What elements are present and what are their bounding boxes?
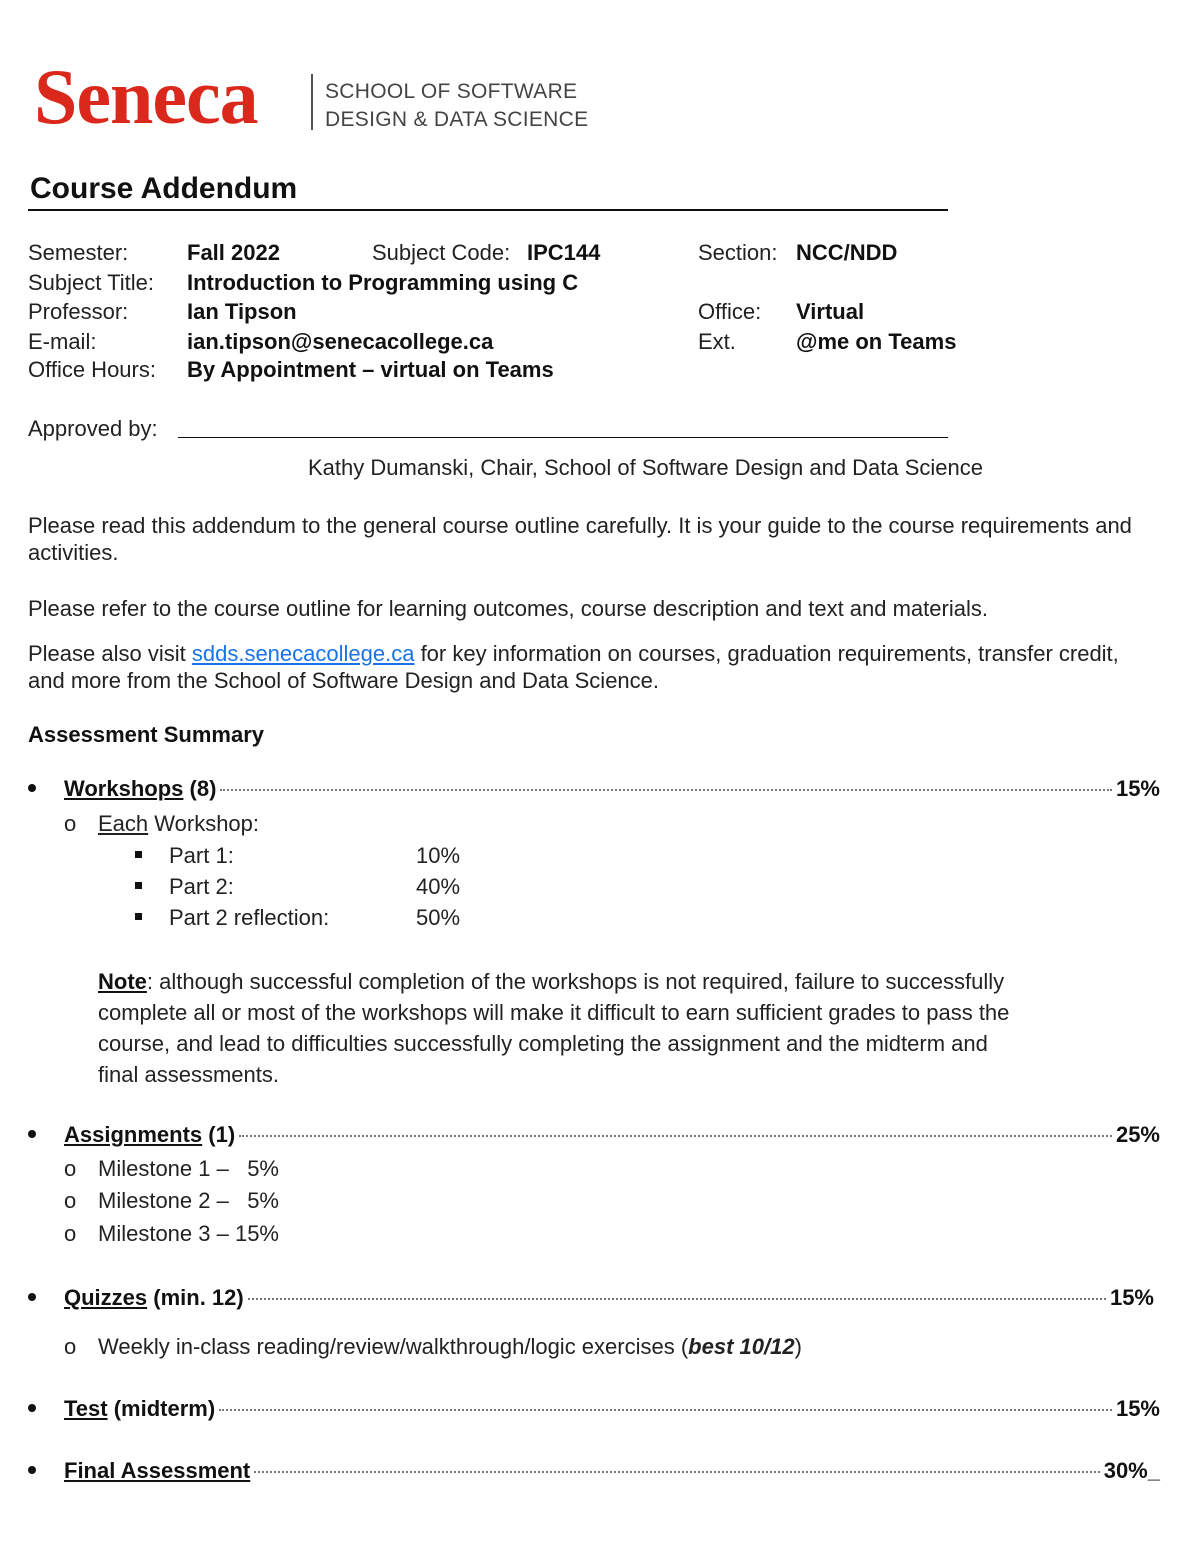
visit-text-after: for key information on courses, graduation requirements, transfer credit, and more from the School of Software Design and Data Science. (28, 641, 1119, 693)
each-rest: Workshop: (148, 811, 260, 836)
seneca-logo: Seneca (34, 53, 258, 140)
assignments-count: (1) (202, 1122, 236, 1147)
part-label: Part 1: (169, 843, 234, 868)
leader-dots (248, 1298, 1106, 1300)
assignments-item (28, 1122, 1160, 1152)
bullet-icon (28, 1130, 36, 1138)
quizzes-desc-before: Weekly in-class reading/review/walkthrough/logic exercises ( (98, 1334, 689, 1359)
final-percent: 30%_ (1103, 1458, 1160, 1483)
part-value: 10% (416, 843, 461, 868)
milestone-text: Milestone 3 – 15% (98, 1221, 279, 1246)
office-hours-label: Office Hours: (28, 357, 156, 382)
bullet-icon (28, 1293, 36, 1301)
office-hours-value: By Appointment – virtual on Teams (187, 357, 554, 382)
email-label: E-mail: (28, 329, 97, 354)
leader-dots (219, 1409, 1112, 1411)
note-line4: final assessments. (98, 1062, 279, 1087)
professor-value: Ian Tipson (187, 299, 297, 324)
quizzes-desc-bold: best 10/12 (688, 1334, 795, 1359)
quizzes-item (28, 1285, 1154, 1315)
note-label: Note (98, 969, 147, 994)
school-name (325, 78, 588, 134)
intro-paragraph: Please read this addendum to the general course outline carefully. It is your guide to the course requirements and activities. (28, 513, 1132, 565)
title-underline (28, 209, 948, 211)
logo-divider (311, 74, 313, 130)
workshops-percent: 15% (1115, 776, 1160, 801)
visit-text-before: Please also visit (28, 641, 192, 666)
leader-dots (239, 1135, 1112, 1137)
assignments-name: Assignments (64, 1122, 203, 1147)
school-name-line2: DESIGN & DATA SCIENCE (325, 108, 589, 131)
quizzes-label (64, 1285, 244, 1311)
workshops-name: Workshops (64, 776, 184, 801)
test-count: (midterm) (107, 1396, 216, 1421)
square-bullet-icon (135, 851, 142, 858)
subject-code-label: Subject Code: (372, 240, 511, 265)
note-line2: complete all or most of the workshops will make it difficult to earn sufficient grades to pass the (98, 1000, 1010, 1025)
bullet-icon (28, 784, 36, 792)
quizzes-count: (min. 12) (147, 1285, 244, 1310)
bullet-icon (28, 1404, 36, 1412)
leader-dots (220, 789, 1112, 791)
square-bullet-icon (135, 913, 142, 920)
workshops-count: (8) (183, 776, 217, 801)
milestone-text: Milestone 2 – 5% (98, 1188, 279, 1213)
circle-bullet-icon: o (64, 1334, 77, 1359)
part-row (135, 843, 461, 869)
each-underlined: Each (98, 811, 149, 836)
outline-paragraph: Please refer to the course outline for learning outcomes, course description and text and materials. (28, 596, 988, 621)
semester-value: Fall 2022 (187, 240, 280, 265)
section-label: Section: (698, 240, 778, 265)
ext-label: Ext. (698, 329, 736, 354)
workshops-label (64, 776, 216, 802)
quizzes-description (64, 1334, 802, 1360)
school-name-line1: SCHOOL OF SOFTWARE (325, 80, 578, 103)
quizzes-name: Quizzes (64, 1285, 148, 1310)
subject-title-label: Subject Title: (28, 270, 154, 295)
part-value: 40% (416, 874, 461, 899)
signature-line (178, 437, 948, 438)
section-value: NCC/NDD (796, 240, 898, 265)
part-label: Part 2 reflection: (169, 905, 330, 930)
subject-title-value: Introduction to Programming using C (187, 270, 579, 295)
note-line1: : although successful completion of the workshops is not required, failure to successfully (146, 969, 1005, 994)
test-label (64, 1396, 215, 1422)
circle-bullet-icon: o (64, 811, 77, 836)
test-name: Test (64, 1396, 108, 1421)
office-value: Virtual (796, 299, 865, 324)
note-line3: course, and lead to difficulties successfully completing the assignment and the midterm and (98, 1031, 988, 1056)
sdds-link[interactable]: sdds.senecacollege.ca (191, 641, 415, 666)
workshops-note (98, 966, 1009, 1090)
part-label: Part 2: (169, 874, 234, 899)
test-item (28, 1396, 1160, 1426)
final-label (64, 1458, 250, 1484)
each-workshop (64, 811, 259, 837)
semester-label: Semester: (28, 240, 129, 265)
milestone-item (64, 1221, 279, 1247)
circle-bullet-icon: o (64, 1188, 77, 1213)
milestone-text: Milestone 1 – 5% (98, 1156, 279, 1181)
email-value: ian.tipson@senecacollege.ca (187, 329, 494, 354)
leader-dots (254, 1471, 1099, 1473)
milestone-item (64, 1156, 279, 1182)
square-bullet-icon (135, 882, 142, 889)
visit-paragraph (28, 640, 1138, 694)
part-value: 50% (416, 905, 461, 930)
quizzes-desc-after: ) (794, 1334, 802, 1359)
test-percent: 15% (1115, 1396, 1160, 1421)
bullet-icon (28, 1466, 36, 1474)
assignments-label (64, 1122, 235, 1148)
part-row (135, 874, 461, 900)
subject-code-value: IPC144 (527, 240, 601, 265)
ext-value: @me on Teams (796, 329, 957, 354)
circle-bullet-icon: o (64, 1156, 77, 1181)
final-name: Final Assessment (64, 1458, 251, 1483)
quizzes-percent: 15% (1109, 1285, 1154, 1310)
circle-bullet-icon: o (64, 1221, 77, 1246)
approver-name: Kathy Dumanski, Chair, School of Software Design and Data Science (308, 455, 984, 480)
approved-by-label: Approved by: (28, 416, 158, 441)
part-row (135, 905, 461, 931)
assessment-heading: Assessment Summary (28, 722, 265, 747)
assignments-percent: 25% (1115, 1122, 1160, 1147)
professor-label: Professor: (28, 299, 129, 324)
page-title: Course Addendum (30, 172, 298, 205)
office-label: Office: (698, 299, 762, 324)
milestone-item (64, 1188, 279, 1214)
workshops-item (28, 776, 1160, 806)
final-item (28, 1458, 1160, 1488)
